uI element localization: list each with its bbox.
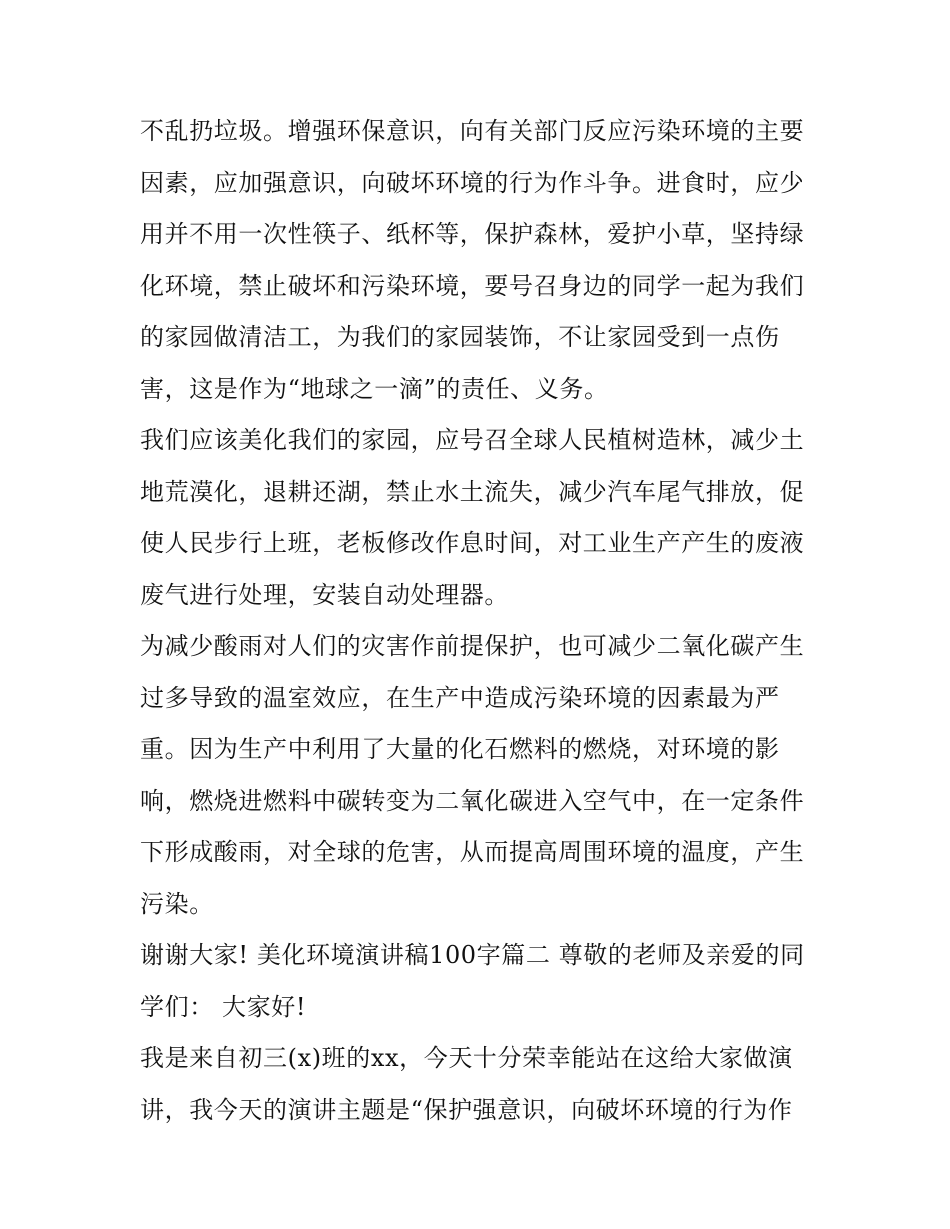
document-body: [140, 106, 816, 1136]
text-line: 学们： 大家好!: [140, 992, 307, 1021]
text-line: 不乱扔垃圾。增强环保意识，向有关部门反应污染环境的主要: [140, 117, 805, 145]
text-line: 响，燃烧进燃料中碳转变为二氧化碳进入空气中，在一定条件: [140, 786, 805, 815]
text-line: 重。因为生产中利用了大量的化石燃料的燃烧，对环境的影: [140, 735, 780, 763]
text-line: 废气进行处理，安装自动处理器。: [140, 580, 509, 609]
text-line: 污染。: [140, 889, 214, 918]
text-line: 使人民步行上班，老板修改作息时间，对工业生产产生的废液: [140, 529, 805, 557]
text-line: 因素，应加强意识，向破坏环境的行为作斗争。进食时，应少: [140, 168, 805, 197]
text-line: 我们应该美化我们的家园，应号召全球人民植树造林，减少土: [140, 426, 805, 454]
text-line: 我是来自初三(x)班的xx，今天十分荣幸能站在这给大家做演: [140, 1044, 793, 1072]
text-line: 讲，我今天的演讲主题是“保护强意识，向破坏环境的行为作: [140, 1095, 793, 1124]
text-line: 为减少酸雨对人们的灾害作前提保护，也可减少二氧化碳产生: [140, 632, 805, 660]
text-line: 化环境，禁止破坏和污染环境，要号召身边的同学一起为我们: [140, 271, 805, 300]
text-line: 地荒漠化，退耕还湖，禁止水土流失，减少汽车尾气排放，促: [140, 477, 805, 506]
text-line: 用并不用一次性筷子、纸杯等，保护森林，爱护小草，坚持绿: [140, 220, 805, 248]
text-line: 下形成酸雨，对全球的危害，从而提高周围环境的温度，产生: [140, 838, 805, 866]
text-line: 害，这是作为“地球之一滴”的责任、义务。: [140, 374, 609, 403]
text-line: 过多导致的温室效应，在生产中造成污染环境的因素最为严: [140, 683, 780, 712]
text-line: 的家园做清洁工，为我们的家园装饰，不让家园受到一点伤: [140, 323, 780, 351]
text-line: 谢谢大家! 美化环境演讲稿100字篇二 尊敬的老师及亲爱的同: [140, 941, 805, 969]
